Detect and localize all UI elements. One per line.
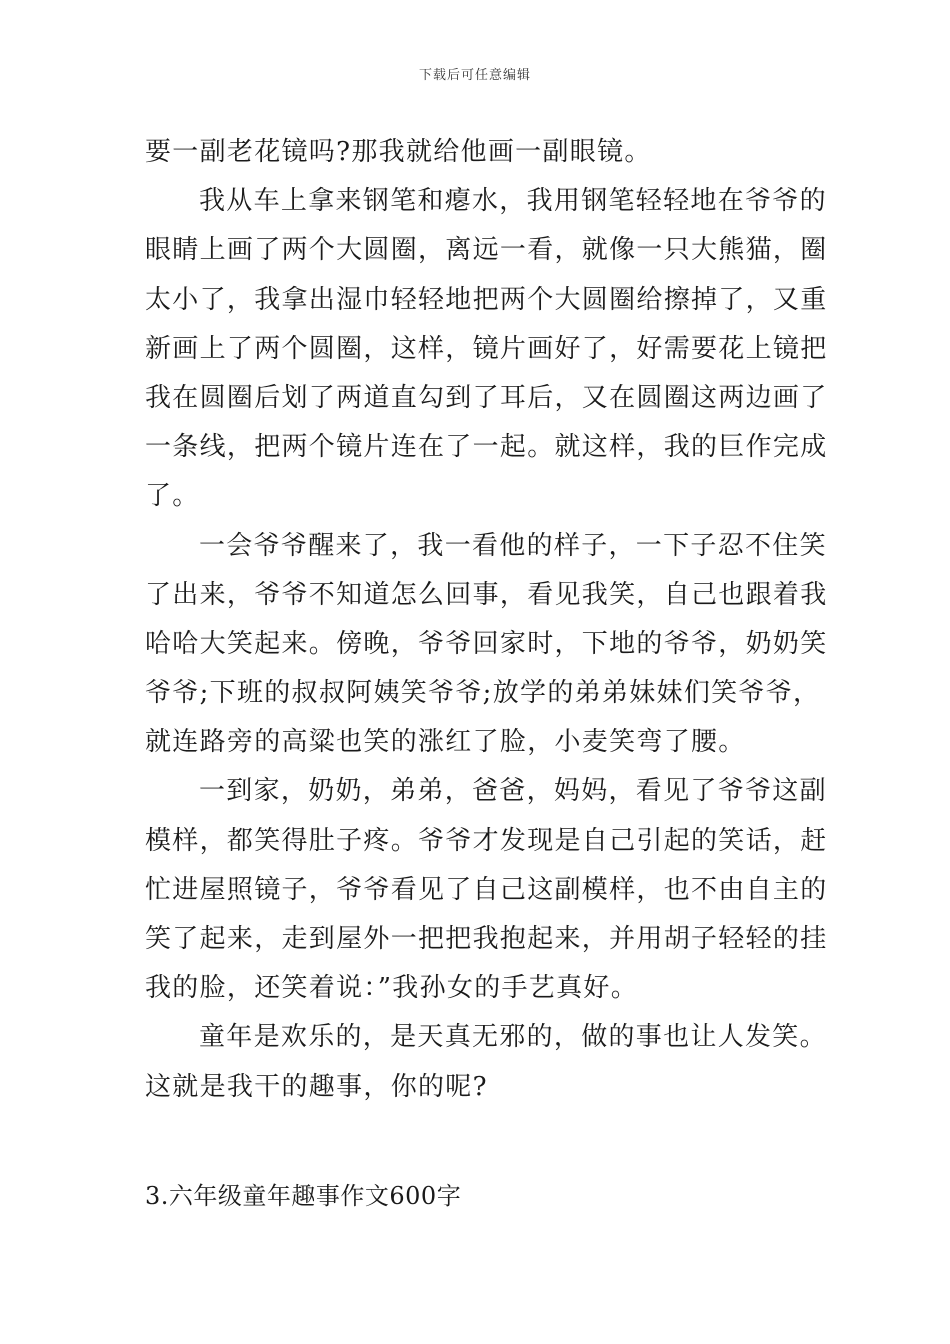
text-line: 我的脸，还笑着说：”我孙女的手艺真好。: [145, 973, 638, 1004]
paragraph-3: [145, 522, 828, 768]
section-heading: 3.六年级童年趣事作文600字: [145, 1182, 462, 1210]
paragraph-1: [145, 128, 810, 177]
text-line: 了出来，爷爷不知道怎么回事，看见我笑，自己也跟着我: [145, 579, 828, 610]
text-line: 这就是我干的趣事，你的呢?: [145, 1071, 488, 1102]
text-line: 就连路旁的高粱也笑的涨红了脸，小麦笑弯了腰。: [145, 727, 746, 758]
text-line: 眼睛上画了两个大圆圈，离远一看，就像一只大熊猫，圈: [145, 235, 828, 266]
text-line: 太小了，我拿出湿巾轻轻地把两个大圆圈给擦掉了，又重: [145, 284, 828, 315]
text-line: 忙进屋照镜子，爷爷看见了自己这副模样，也不由自主的: [145, 874, 828, 905]
text-line: 笑了起来，走到屋外一把把我抱起来，并用胡子轻轻的挂: [145, 924, 828, 954]
text-line: 我从车上拿来钢笔和瘪水，我用钢笔轻轻地在爷爷的: [199, 186, 827, 217]
text-line: 模样，都笑得肚子疼。爷爷才发现是自己引起的笑话，赶: [145, 825, 828, 856]
text-line: 了。: [145, 481, 200, 512]
paragraph-2: [145, 177, 828, 521]
text-line: 一条线，把两个镜片连在了一起。就这样，我的巨作完成: [145, 432, 828, 463]
page-header-note: 下载后可任意编辑: [418, 68, 531, 83]
text-line: 我在圆圈后划了两道直勾到了耳后，又在圆圈这两边画了: [145, 382, 828, 413]
text-line: 哈哈大笑起来。傍晚，爷爷回家时，下地的爷爷，奶奶笑: [145, 628, 828, 659]
text-line: 一会爷爷醒来了，我一看他的样子，一下子忍不住笑: [199, 530, 827, 561]
document-body: [145, 128, 828, 1112]
text-line: 要一副老花镜吗?那我就给他画一副眼镜。: [145, 137, 652, 167]
paragraph-5: [145, 1013, 827, 1111]
paragraph-4: [145, 767, 828, 1013]
text-line: 新画上了两个圆圈，这样，镜片画好了，好需要花上镜把: [145, 333, 828, 364]
text-line: 爷爷;下班的叔叔阿姨笑爷爷;放学的弟弟妹妹们笑爷爷，: [145, 678, 821, 709]
text-line: 童年是欢乐的，是天真无邪的，做的事也让人发笑。: [199, 1022, 827, 1053]
text-line: 一到家，奶奶，弟弟，爸爸，妈妈，看见了爷爷这副: [199, 776, 827, 807]
